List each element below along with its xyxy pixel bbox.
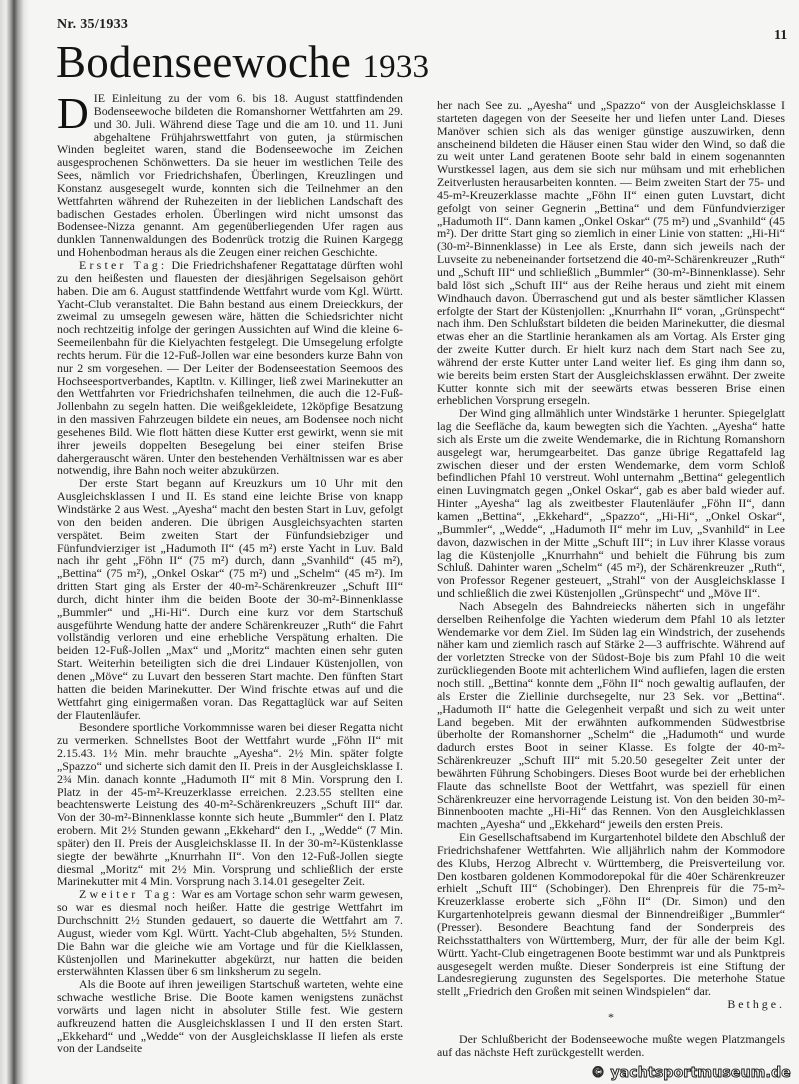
left-column [57,89,404,1056]
paragraph [57,978,403,1055]
paragraph [57,259,403,477]
page-binding-shadow [0,0,30,1084]
closing-note: Der Schlußbericht der Bodenseewoche mußte wegen Platzmangels auf das nächste Heft zurückgestellt werden. [437,1031,785,1059]
drop-cap: D [57,89,89,138]
section-lead: Erster Tag: [79,257,168,272]
paragraph: Ein Gesellschaftsabend im Kurgartenhotel bildete den Abschluß der Friedrichshafener Wettfahrten. Wie alljährlich nahm der Kommodore des Klubs, Herzog Albrecht v. Württemberg, die Preisverteilung vor. Den kostbaren goldenen Kommodorepokal für die 40er Schärenkreuzer erhielt „Schuft III“ (Schobinger). Den Ehrenpreis für die 75-m²-Kreuzerklasse eroberte sich „Föhn II“ (Dr. Simon) und den Kurgartenhotelpreis gewann diesmal der Binnendreißiger „Bummler“ (Presser). Besondere Beachtung fand der Sonderpreis des Reichsstatthalters von Württemberg, Murr, der für alle der beim Kgl. Württ. Yacht-Club eingetragenen Boote bestimmt war und als Punktpreis ausgesegelt werden mußte. Dieser Sonderpreis ist eine Stiftung der Landesregierung zugunsten des Segelsportes. Die meterhohe Statue stellt „Friedrich den Großen mit seinen Windspielen“ dar. [437,830,785,999]
paragraph-text: War es am Vortage schon sehr warm gewesen, so war es diesmal noch heißer. Hatte die gestrige Wettfahrt im Durchschnitt 2½ Stunden gedauert, so dauerte die Wettfahrt am 7. August, wieder vom Kgl. Württ. Yacht-Club abgehalten, 5½ Stunden. Die Bahn war die gleiche wie am Vortage und für die Kielklassen, Küstenjollen und Marinekutter abgekürzt, nur hatten die beiden ersterwähnten Klassen über 6 sm linksherum zu segeln. [57,887,404,979]
paragraph-text: Der erste Start begann auf Kreuzkurs um 10 Uhr mit den Ausgleichsklassen I und II. Es stand eine leichte Brise von knapp Windstärke 2 aus West. „Ayesha“ macht den besten Start in Luv, gefolgt von den beiden anderen. Die übrigen Ausgleichsyachten starten verspätet. Beim zweiten Start der Fünfundsiebziger und Fünfundvierziger ist „Hadumoth II“ (45 m²) erste Yacht in Luv. Bald nach ihr geht „Föhn II“ (75 m²) durch, dann „Svanhild“ (45 m²), „Bettina“ (75 m²), „Onkel Oskar“ (75 m²) und „Schelm“ (45 m²). Im dritten Start ging als Erster der 40-m²-Schärenkreuzer „Schuft III“ durch, dicht hinter ihm die beiden Boote der 30-m²-Binnenklasse „Bummler“ und „Hi-Hi“. Durch eine kurz vor dem Startschuß ausgeführte Wendung hatte der andere Schärenkreuzer „Ruth“ die Fahrt vollständig verloren und eine erhebliche Verspätung erhalten. Die beiden 12-Fuß-Jollen „Max“ und „Moritz“ machten einen sehr guten Start. Weiterhin beteiligten sich die drei Lindauer Küstenjollen, von denen „Möve“ zu Luvart den besseren Start machte. Den fünften Start hatten die beiden Marinekutter. Der Wind frischte etwas auf und die Wettfahrt ging einigermaßen voran. Das Regattaglück war auf Seiten der Flautenläufer. [57,476,403,722]
paragraph: Nach Absegeln des Bahndreiecks näherten sich in ungefähr derselben Reihenfolge die Yachten wiederum dem Pfahl 10 als letzter Wendemarke vor dem Ziel. Im Süden lag ein Windstrich, der zusehends näher kam und ziemlich rasch auf Stärke 2—3 auffrischte. Während auf der vorletzten Strecke von der Südost-Boje bis zum Pfahl 10 die weit zurückliegenden Boote mit achterlichem Wind aufliefen, lagen die ersten noch still. „Bettina“ konnte dem „Föhn II“ noch gewaltig auflaufen, der als Erster die Ziellinie durchsegelte, nur 23 Sek. vor „Bettina“. „Hadumoth II“ hatte die Gelegenheit verpaßt und sich zu weit unter Land begeben. Mit der erwähnten aufkommenden Südwestbrise überholte der Romanshorner „Schelm“ die „Hadumoth“ und wurde dadurch erstes Boot in seiner Klasse. Es folgte der 40-m²-Schärenkreuzer „Schuft III“ mit 5.20.50 gesegelter Zeit unter der bewährten Führung Schobingers. Dieses Boot wurde bei der erheblichen Flaute das schnellste Boot der Wettfahrt, was speziell für einen Schärenkreuzer eine hervorragende Leistung ist. Von den beiden 30-m²-Binnenbooten machte „Hi-Hi“ das Rennen. Von den Ausgleichklassen machten „Ayesha“ und „Ekkehard“ jeweils den ersten Preis. [437,598,785,832]
paragraph: Der Wind ging allmählich unter Windstärke 1 herunter. Spiegelglatt lag die Seefläche da, kaum bewegten sich die Yachten. „Ayesha“ hatte sich als Erste um die zweite Wendemarke, die in Richtung Romanshorn ausgelegt war, herumgearbeitet. Das ganze übrige Regattafeld lag zwischen dieser und der ersten Wendemarke, dem vorm Schloß befindlichen Pfahl 10 verstreut. Wohl unternahm „Bettina“ gelegentlich einen Luvingmatch gegen „Onkel Oskar“, gab es aber bald wieder auf. Hinter „Ayesha“ lag als zweitbester Flautenläufer „Föhn II“, dann kamen „Bettina“, „Ekkehard“, „Spazzo“, „Hi-Hi“, „Onkel Oskar“, „Bummler“, „Wedde“, „Hadumoth II“ mehr im Luv, „Svanhild“ in Lee davon, dazwischen in der Mitte „Schuft III“; in Luv ihrer Klasse voraus lag die Küstenjolle „Knurrhahn“ und behielt die Führung bis zum Schluß. Dahinter waren „Schelm“ (45 m²), der Schärenkreuzer „Ruth“, von Professor Regener gesteuert, „Strahl“ von der Ausgleichsklasse I und schließlich die zwei Küstenjollen „Grünspecht“ und „Möve II“. [437,406,785,601]
paragraph-text: Die Friedrichshafener Regattatage dürften wohl zu den heißesten und flauesten der diesjährigen Segelsaison gehört haben. Die am 6. August stattfindende Wettfahrt wurde vom Kgl. Württ. Yacht-Club veranstaltet. Die Bahn bestand aus einem Dreieckkurs, der zweimal zu umsegeln gewesen wäre, hätten die Schiedsrichter nicht noch rechtzeitig infolge der geringen Aussichten auf Wind die kleine 6-Seemeilenbahn für die Kielyachten festgelegt. Die Umsegelung erfolgte rechts herum. Für die 12-Fuß-Jollen war eine besonders kurze Bahn von nur 2 sm vorgesehen. — Der Leiter der Bodenseestation Seemoos des Hochseesportverbandes, Kaptltn. v. Killinger, ließ zwei Marinekutter an den Wettfahrten vor Friedrichshafen teilnehmen, die auch die 12-Fuß-Jollenbahn zu segeln hatten. Die weißgekleidete, 12köpfige Besatzung in den massiven Fahrzeugen bildete ein neues, am Bodensee noch nicht gesehenes Bild. Wie flott hätten diese Kutter erst gewirkt, wenn sie mit ihrer jeweils doppelten Besegelung bei einer steifen Brise dahergerauscht wären. Unter den bestehenden Verhältnissen war es aber notwendig, ihre Bahn noch weiter abzukürzen. [57,257,403,478]
right-column [437,99,785,1059]
paragraph [57,888,403,978]
title-year: 1933 [362,49,430,85]
paragraph [57,89,403,260]
paragraph [57,721,403,888]
separator-asterisk: * [608,1009,614,1024]
paragraph [57,477,403,721]
copyright-watermark: © yachtsportmuseum.de [591,1065,791,1081]
paragraph: her nach See zu. „Ayesha“ und „Spazzo“ von der Ausgleichsklasse I starteten dagegen von der Seeseite her und liefen unter Land. Dieses Manöver schien sich als das weniger günstige auszuwirken, denn anscheinend bildeten die Häuser einen Stau wider den Wind, so daß die zu weit unter Land geratenen Boote sehr bald in einem sogenannten Wurstkessel lagen, aus dem sie sich nur mühsam und mit erheblichen Zeitverlusten herausarbeiten konnten. — Beim zweiten Start der 75- und 45-m²-Kreuzerklasse machte „Föhn II“ einen guten Luvstart, dicht gefolgt von seiner Gegnerin „Bettina“ und dem Fünfundvierziger „Hadumoth II“. Dann kamen „Onkel Oskar“ (75 m²) und „Svanhild“ (45 m²). Der dritte Start ging so ziemlich in einer Linie von statten: „Hi-Hi“ (30-m²-Binnenklasse) in Lee als Erste, dann sich jeweils nach der Luvseite zu nebeneinander fortsetzend die 40-m²-Schärenkreuzer „Ruth“ und „Schuft III“ und schließlich „Bummler“ (30-m²-Binnenklasse). Sehr bald löst sich „Schuft III“ aus der Reihe heraus und zieht mit einem Windhauch davon. Überraschend gut und als bester sämtlicher Klassen erfolgte der Start der Küstenjollen: „Knurrhahn II“ voran, „Grünspecht“ nach ihm. Den Schlußstart bildeten die beiden Marinekutter, die diesmal etwas eher an die Startlinie herankamen als am Vortag. Als Erster ging der zweite Kutter durch. Er hielt kurz nach dem Start nach See zu, während der erste Kutter unter Land weiter lief. Es ging ihm dann so, wie bereits beim ersten Start der Ausgleichsklassen erwähnt. Der zweite Kutter konnte sich mit der seewärts etwas besseren Brise einen erheblichen Vorsprung ersegeln. [437,98,785,408]
page-number: 11 [774,28,788,43]
paragraph-text: IE Einleitung zu der vom 6. bis 18. August stattfindenden Bodenseewoche bildeten die Romanshorner Wettfahrten am 29. und 30. Juli. Während diese Tage und die am 10. und 11. Juni abgehaltene Frühjahrswettfahrt von guten, ja stürmischen Winden begleitet waren, stand die Bodenseewoche im Zeichen ausgesprochenen Schönwetters. Da sie heuer im westlichen Teile des Sees, nämlich vor Friedrichshafen, Überlingen, Kreuzlingen und Konstanz ausgesegelt wurde, konnten sich die Teilnehmer an den Wettfahrten während der Ruhezeiten in der lieblichen Landschaft des badischen Gestades erholen. Überlingen wird nicht umsonst das Bodensee-Nizza genannt. Am gegenüberliegenden Ufer ragen aus dunklen Tannenwaldungen des Bodenrück trotzig die Ruinen Kargegg und Hohenbodman heraus als die Zeugen einer reichen Geschichte. [57,91,403,260]
issue-number: Nr. 35/1933 [57,17,129,32]
title-text: Bodenseewoche [56,37,351,87]
section-lead: Zweiter Tag: [79,887,179,902]
paragraph-text: Als die Boote auf ihren jeweiligen Startschuß warteten, wehte eine schwache westliche Brise. Die Boote kamen wenigstens zunächst vorwärts und lagen nicht in absoluter Stille fest. Wie gestern aufkreuzend hatten die Ausgleichsklassen I und II den ersten Start. „Ekkehard“ und „Wedde“ von der Ausgleichsklasse II liefen als erste von der Landseite [57,977,403,1056]
article-title [56,38,429,91]
author-signature: Bethge. [727,997,785,1012]
paragraph-text: Besondere sportliche Vorkommnisse waren bei dieser Regatta nicht zu vermerken. Schnellstes Boot der Wettfahrt wurde „Föhn II“ mit 2.15.43. 1½ Min. mehr brauchte „Ayesha“. 2½ Min. später folgte „Spazzo“ und sicherte sich damit den II. Preis in der Ausgleichsklasse I. 2¾ Min. danach konnte „Hadumoth II“ mit 8 Min. Vorsprung den I. Platz in der 45-m²-Kreuzerklasse erreichen. 2.23.55 stellten eine beachtenswerte Leistung des 40-m²-Schärenkreuzers „Schuft III“ dar. Von der 30-m²-Binnenklasse konnte sich heute „Bummler“ den I. Platz erobern. Mit 2½ Stunden gewann „Ekkehard“ den I., „Wedde“ (7 Min. später) den II. Preis der Ausgleichsklasse II. In der 30-m²-Küstenklasse siegte der bewährte „Knurrhahn II“. Von den 12-Fuß-Jollen siegte diesmal „Moritz“ mit 2½ Min. Vorsprung und schließlich der erste Marinekutter mit 4 Min. Vorsprung nach 3.14.01 gesegelter Zeit. [57,720,403,889]
